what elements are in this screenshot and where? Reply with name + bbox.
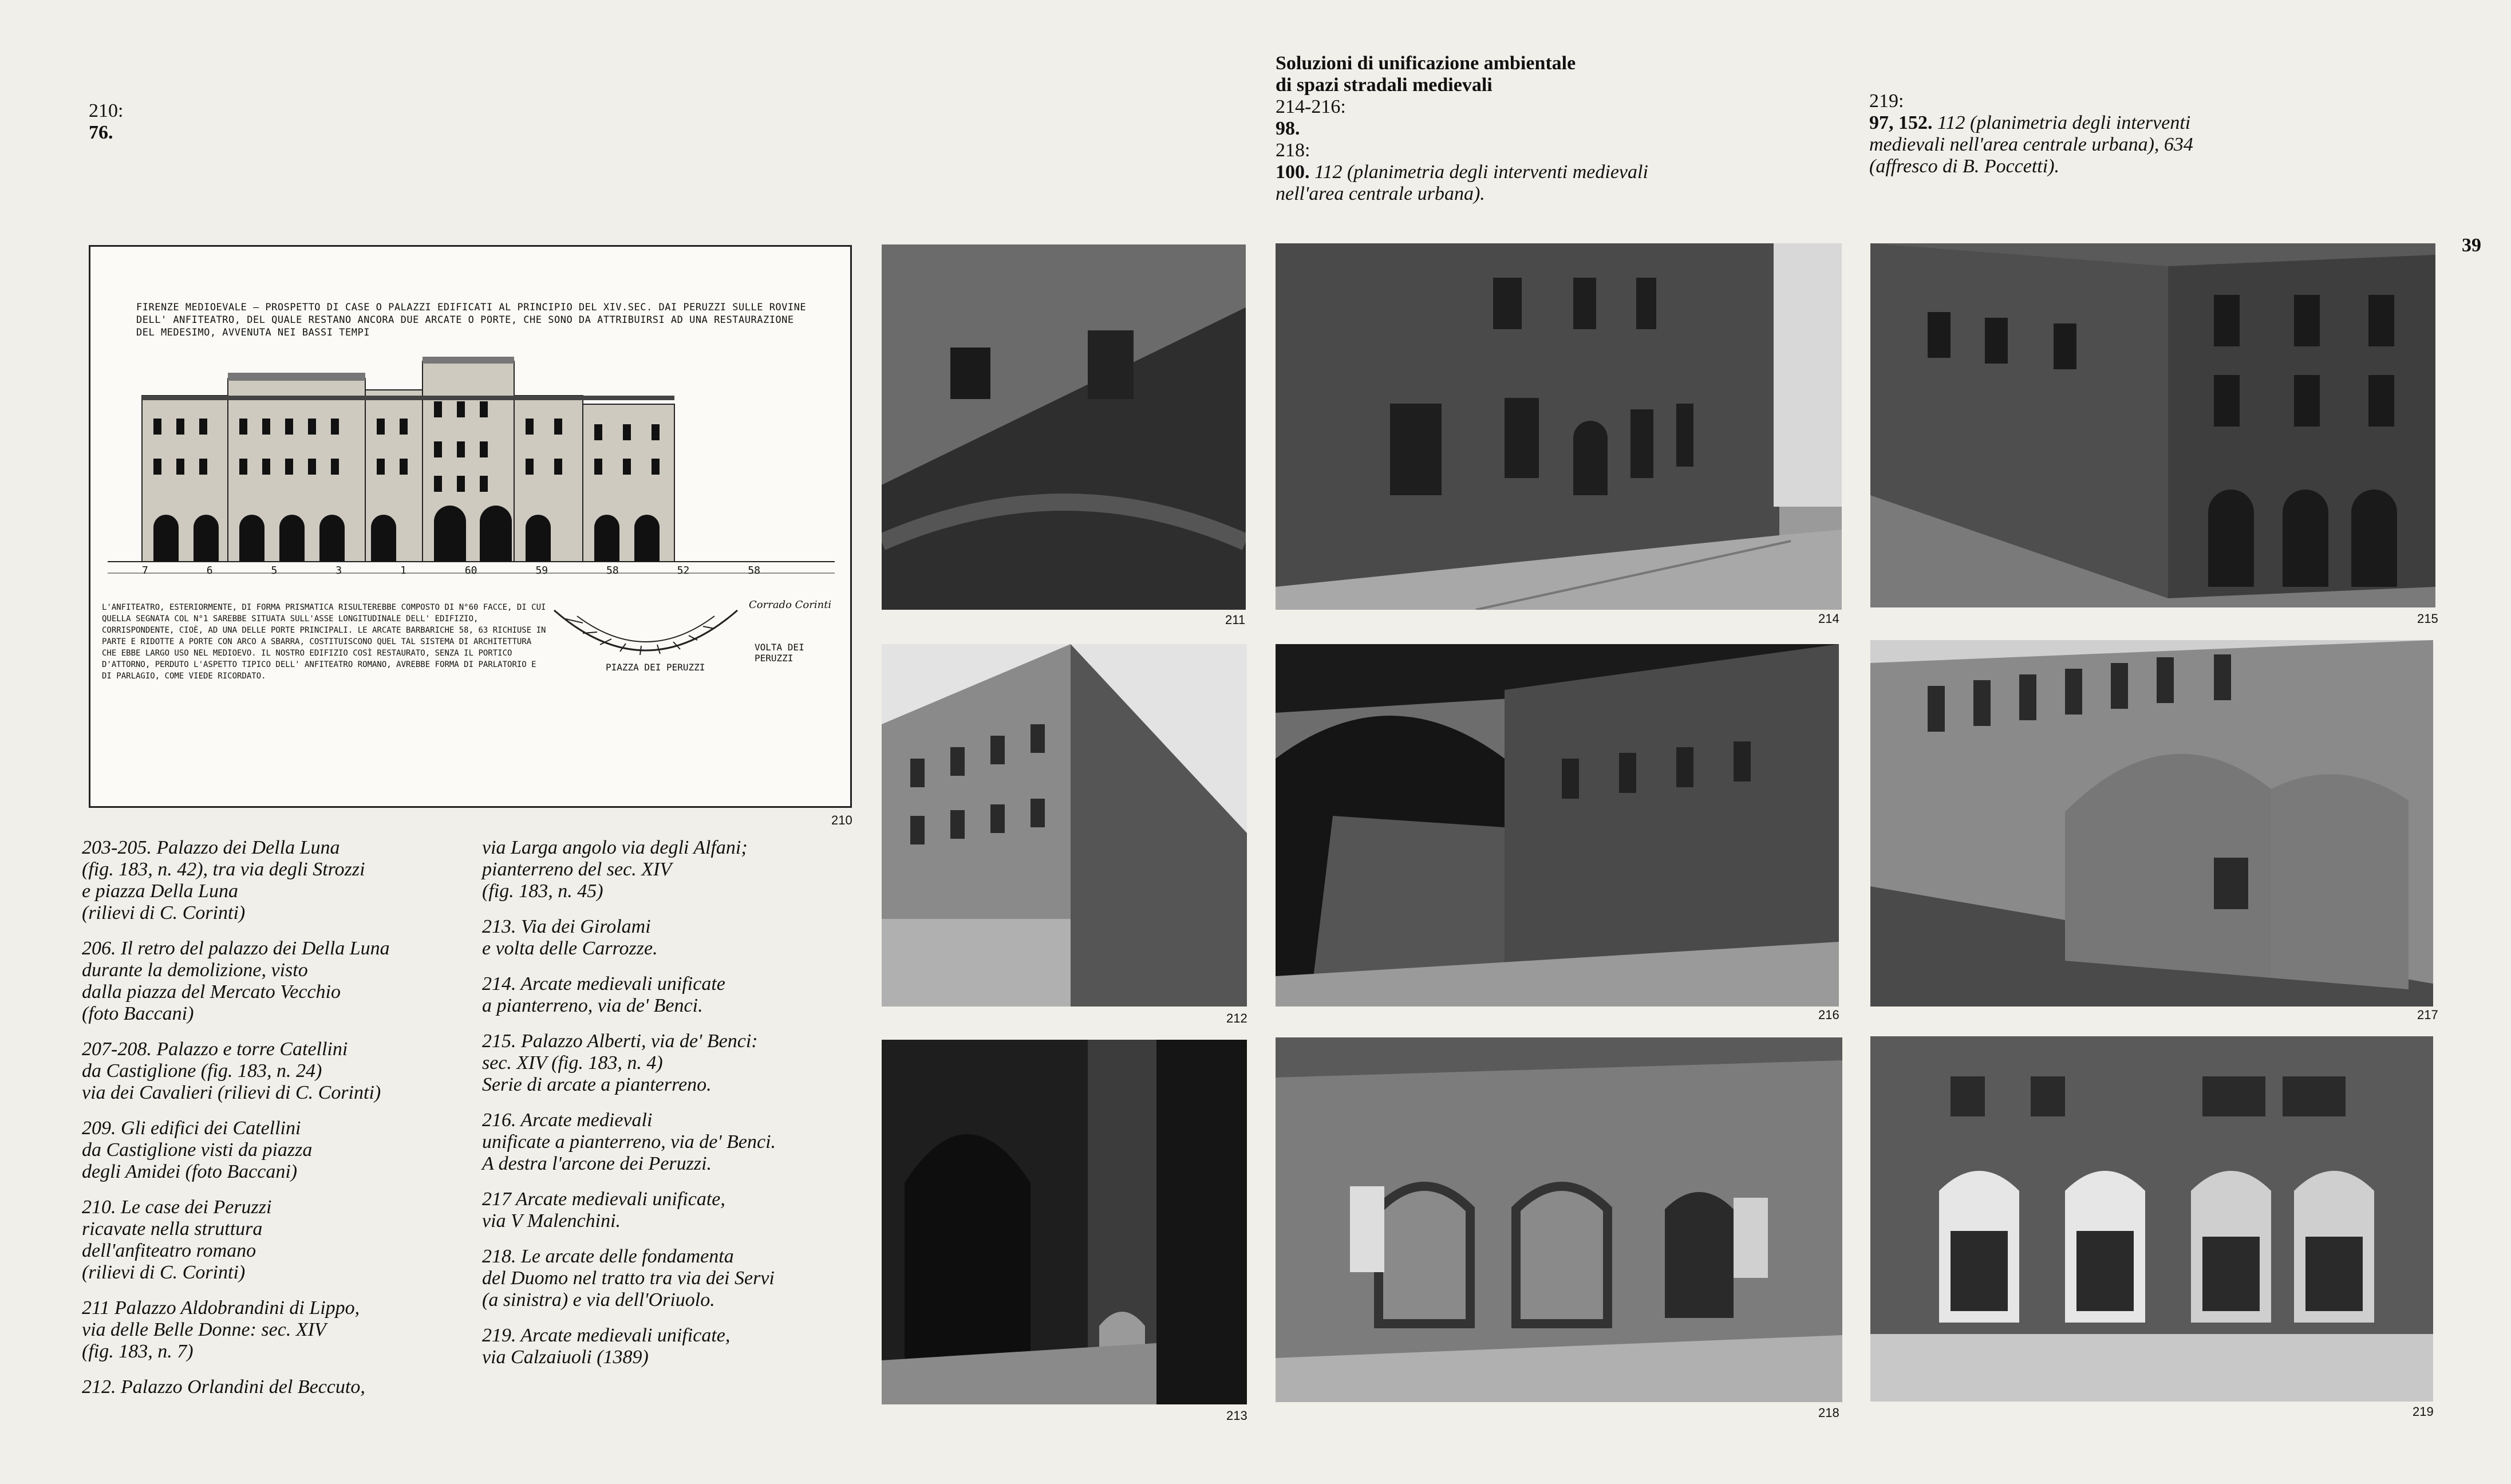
label-piazza-peruzzi: PIAZZA DEI PERUZZI — [606, 662, 705, 673]
bay-number: 1 — [400, 565, 406, 577]
figure-number-214: 214 — [1818, 611, 1839, 626]
ref-210 — [89, 100, 123, 144]
ref-214-216-value: 98. — [1276, 118, 1300, 139]
bay-number: 6 — [206, 565, 213, 577]
figure-number-217: 217 — [2417, 1008, 2438, 1022]
caption-212-cont: via Larga angolo via degli Alfani; pianterreno del sec. XIV (fig. 183, n. 45) — [482, 837, 748, 902]
caption-206: 206. Il retro del palazzo dei Della Luna durante la demolizione, visto dalla piazza del Mercato Vecchio (foto Baccani) — [82, 938, 390, 1024]
drawing-elevation — [108, 344, 835, 585]
bay-number: 60 — [464, 565, 477, 577]
captions-column-right — [482, 837, 871, 1368]
photo-218 — [1276, 1037, 1842, 1402]
page-number: 39 — [2462, 235, 2481, 256]
caption-219: 219. Arcate medievali unificate, via Calzaiuoli (1389) — [482, 1325, 731, 1368]
figure-number-216: 216 — [1818, 1008, 1839, 1022]
ref-214-216-label: 214-216: — [1276, 96, 1346, 117]
bay-number: 52 — [677, 565, 690, 577]
bay-number: 7 — [142, 565, 148, 577]
ref-219-label: 219: — [1869, 90, 1904, 112]
figure-number-210: 210 — [831, 813, 852, 827]
bay-number: 5 — [271, 565, 278, 577]
photo-213 — [882, 1040, 1247, 1404]
ref-218-text: 112 (planimetria degli interventi medievali nell'area centrale urbana). — [1276, 161, 1648, 204]
section-heading-line2: di spazi stradali medievali — [1276, 74, 1493, 96]
caption-217: 217 Arcate medievali unificate, via V Malenchini. — [482, 1189, 725, 1232]
ref-218-bold: 100. — [1276, 161, 1310, 183]
ref-218-label: 218: — [1276, 140, 1310, 161]
photo-219 — [1870, 1036, 2433, 1402]
figure-number-219: 219 — [2413, 1404, 2434, 1419]
caption-203-205: 203-205. Palazzo dei Della Luna (fig. 183, n. 42), tra via degli Strozzi e piazza Della Luna (rilievi di C. Corinti) — [82, 837, 365, 923]
photo-215 — [1870, 243, 2435, 607]
figure-number-213: 213 — [1226, 1408, 1247, 1423]
bay-number: 3 — [335, 565, 342, 577]
caption-218: 218. Le arcate delle fondamenta del Duomo nel tratto tra via dei Servi (a sinistra) e via dell'Oriuolo. — [482, 1246, 775, 1311]
caption-214: 214. Arcate medievali unificate a pianterreno, via de' Benci. — [482, 973, 725, 1016]
captions-column-left — [82, 837, 471, 1398]
drawing-signature: Corrado Corinti — [749, 599, 832, 611]
photo-214 — [1276, 243, 1842, 610]
caption-211: 211 Palazzo Aldobrandini di Lippo, via delle Belle Donne: sec. XIV (fig. 183, n. 7) — [82, 1297, 360, 1362]
drawing-note: L'ANFITEATRO, ESTERIORMENTE, DI FORMA PRISMATICA RISULTEREBBE COMPOSTO DI N°60 FACCE, DI CUI QUELLA SEGNATA COL N°1 SAREBBE SITUATA SULL'ASSE LONGITUDINALE DELL' EDIFIZIO, CORRISPONDENTE, CIOÈ, AD UNA DELLE PORTE PRINCIPALI. LE ARCATE BARBARICHE 58, 63 RICHIUSE IN PARTE E RIDOTTE A PORTE CON ARCO A SBARRA, COSTITUISCONO QUEL TAL SISTEMA DI ARCHITETTURA CHE EBBE LARGO USO NEL MEDIOEVO. IL NOSTRO EDIFIZIO COSÌ RESTAURATO, SENZA IL PORTICO D'ATTORNO, PERDUTO L'ASPETTO TIPICO DELL' ANFITEATRO ROMANO, AVREBBE FORMA DI PARLATORIO E DI PARLAGIO, COME VIEDE RICORDATO. — [102, 603, 546, 681]
section-heading-line1: Soluzioni di unificazione ambientale — [1276, 53, 1576, 74]
caption-216: 216. Arcate medievali unificate a pianterreno, via de' Benci. A destra l'arcone dei Peruzzi. — [482, 1110, 776, 1174]
photo-216 — [1276, 644, 1839, 1007]
figure-number-212: 212 — [1226, 1011, 1247, 1025]
drawing-plan — [543, 587, 749, 702]
figure-number-211: 211 — [1225, 613, 1246, 627]
caption-215: 215. Palazzo Alberti, via de' Benci: sec. XIV (fig. 183, n. 4) Serie di arcate a pianterreno. — [482, 1031, 758, 1095]
ref-219-text: 112 (planimetria degli interventi medievali nell'area centrale urbana), 634 (affresco di B. Poccetti). — [1869, 112, 2193, 177]
figure-210-drawing — [89, 245, 852, 808]
caption-209: 209. Gli edifici dei Catellini da Castiglione visti da piazza degli Amidei (foto Baccani) — [82, 1118, 313, 1182]
caption-207-208: 207-208. Palazzo e torre Catellini da Castiglione (fig. 183, n. 24) via dei Cavalieri (rilievi di C. Corinti) — [82, 1039, 381, 1103]
label-volta-peruzzi: VOLTA DEI PERUZZI — [755, 642, 804, 664]
ref-210-value: 76. — [89, 122, 113, 143]
photo-217 — [1870, 640, 2433, 1007]
ref-219-bold: 97, 152. — [1869, 112, 1933, 133]
ref-219 — [1869, 90, 2241, 177]
ref-section-heading — [1276, 53, 1665, 205]
drawing-bay-numbers — [142, 565, 760, 577]
figure-number-215: 215 — [2417, 611, 2438, 626]
bay-number: 59 — [535, 565, 548, 577]
caption-212: 212. Palazzo Orlandini del Beccuto, — [82, 1376, 365, 1398]
drawing-title: FIRENZE MEDIOEVALE — PROSPETTO DI CASE O PALAZZI EDIFICATI AL PRINCIPIO DEL XIV.SEC. DAI PERUZZI SULLE ROVINE DELL' ANFITEATRO, DEL QUALE RESTANO ANCORA DUE ARCATE O PORTE, CHE SONO DA ATTRIBUIRSI AD UNA RESTAURAZIONE DEL MEDESIMO, AVVENUTA NEI BASSI TEMPI — [136, 302, 807, 338]
ref-210-label: 210: — [89, 100, 124, 121]
photo-212 — [882, 644, 1247, 1007]
bay-number: 58 — [606, 565, 619, 577]
figure-number-218: 218 — [1818, 1406, 1839, 1420]
caption-210: 210. Le case dei Peruzzi ricavate nella struttura dell'anfiteatro romano (rilievi di C. Corinti) — [82, 1197, 272, 1283]
bay-number: 58 — [748, 565, 760, 577]
caption-213: 213. Via dei Girolami e volta delle Carrozze. — [482, 916, 658, 959]
photo-211 — [882, 244, 1246, 610]
